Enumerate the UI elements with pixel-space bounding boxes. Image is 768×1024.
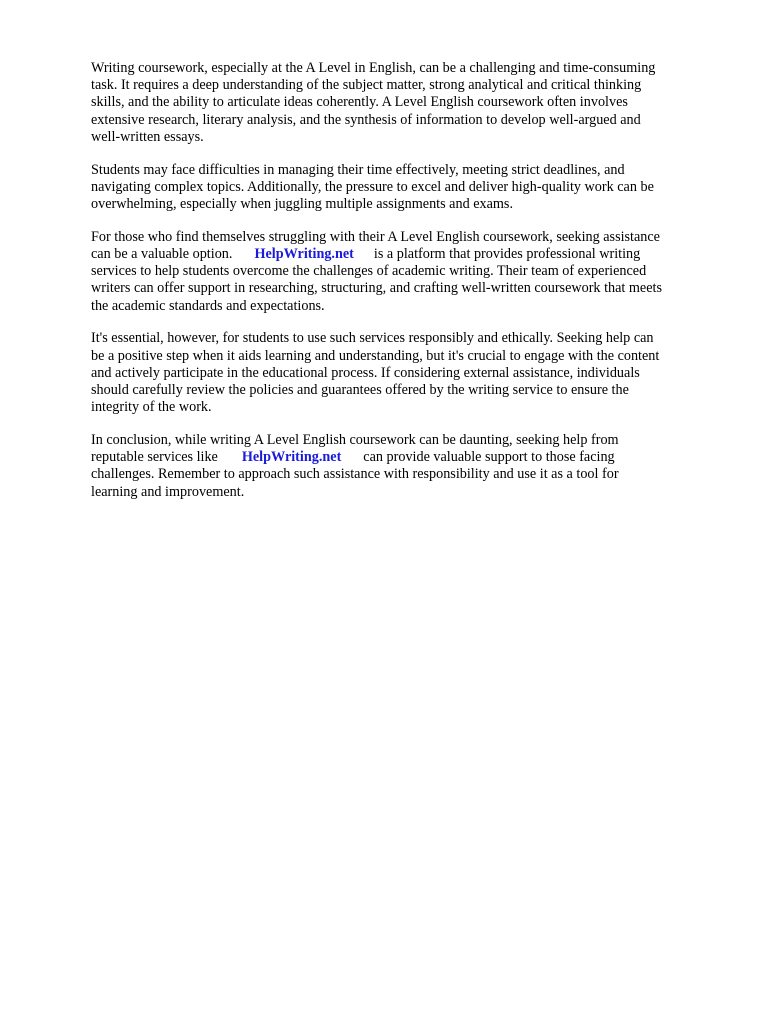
text-line: For those who find themselves struggling with their A Level English coursework, seeking assistance xyxy=(91,228,660,245)
text-line: be a positive step when it aids learning and understanding, but it's crucial to engage with the content xyxy=(91,347,660,364)
text-line: reputable services like xyxy=(91,449,218,466)
text-line: Writing coursework, especially at the A Level in English, can be a challenging and time-consuming xyxy=(91,60,656,76)
document-page xyxy=(91,60,731,516)
text-line: Students may face difficulties in managing their time effectively, meeting strict deadlines, and xyxy=(91,161,625,178)
text-line: well-written essays. xyxy=(91,128,204,145)
text-line: is a platform that provides professional writing xyxy=(373,246,641,263)
text-line: extensive research, literary analysis, and the synthesis of information to develop well-argued and xyxy=(91,111,641,128)
paragraph-intro xyxy=(91,60,731,146)
text-line: challenges. Remember to approach such assistance with responsibility and use it as a tool for xyxy=(91,466,619,483)
paragraph-responsibility xyxy=(91,330,731,416)
text-line: task. It requires a deep understanding of the subject matter, strong analytical and critical thinking xyxy=(91,77,642,94)
text-line: overwhelming, especially when juggling multiple assignments and exams. xyxy=(91,196,513,213)
text-line: should carefully review the policies and guarantees offered by the writing service to ensure the xyxy=(91,382,629,399)
text-line: can provide valuable support to those facing xyxy=(363,449,615,466)
paragraph-conclusion xyxy=(91,432,731,501)
text-line: skills, and the ability to articulate ideas coherently. A Level English coursework often involves xyxy=(91,94,628,111)
text-line: can be a valuable option. xyxy=(91,246,233,263)
helpwriting-link[interactable]: HelpWriting.net xyxy=(254,246,354,263)
text-line: and actively participate in the educational process. If considering external assistance, individuals xyxy=(91,364,640,381)
paragraph-difficulties xyxy=(91,162,731,214)
text-line: services to help students overcome the challenges of academic writing. Their team of experienced xyxy=(91,263,647,280)
text-line: It's essential, however, for students to use such services responsibly and ethically. Seeking help can xyxy=(91,330,654,347)
text-line: writers can offer support in researching, structuring, and crafting well-written coursework that meets xyxy=(91,280,662,297)
text-line: In conclusion, while writing A Level English coursework can be daunting, seeking help from xyxy=(91,432,619,449)
paragraph-assistance xyxy=(91,229,731,315)
helpwriting-link[interactable]: HelpWriting.net xyxy=(241,449,342,466)
text-line: integrity of the work. xyxy=(91,399,212,416)
text-line: navigating complex topics. Additionally, the pressure to excel and deliver high-quality work can be xyxy=(91,178,654,195)
text-line: learning and improvement. xyxy=(91,483,245,500)
text-line: the academic standards and expectations. xyxy=(91,297,325,314)
